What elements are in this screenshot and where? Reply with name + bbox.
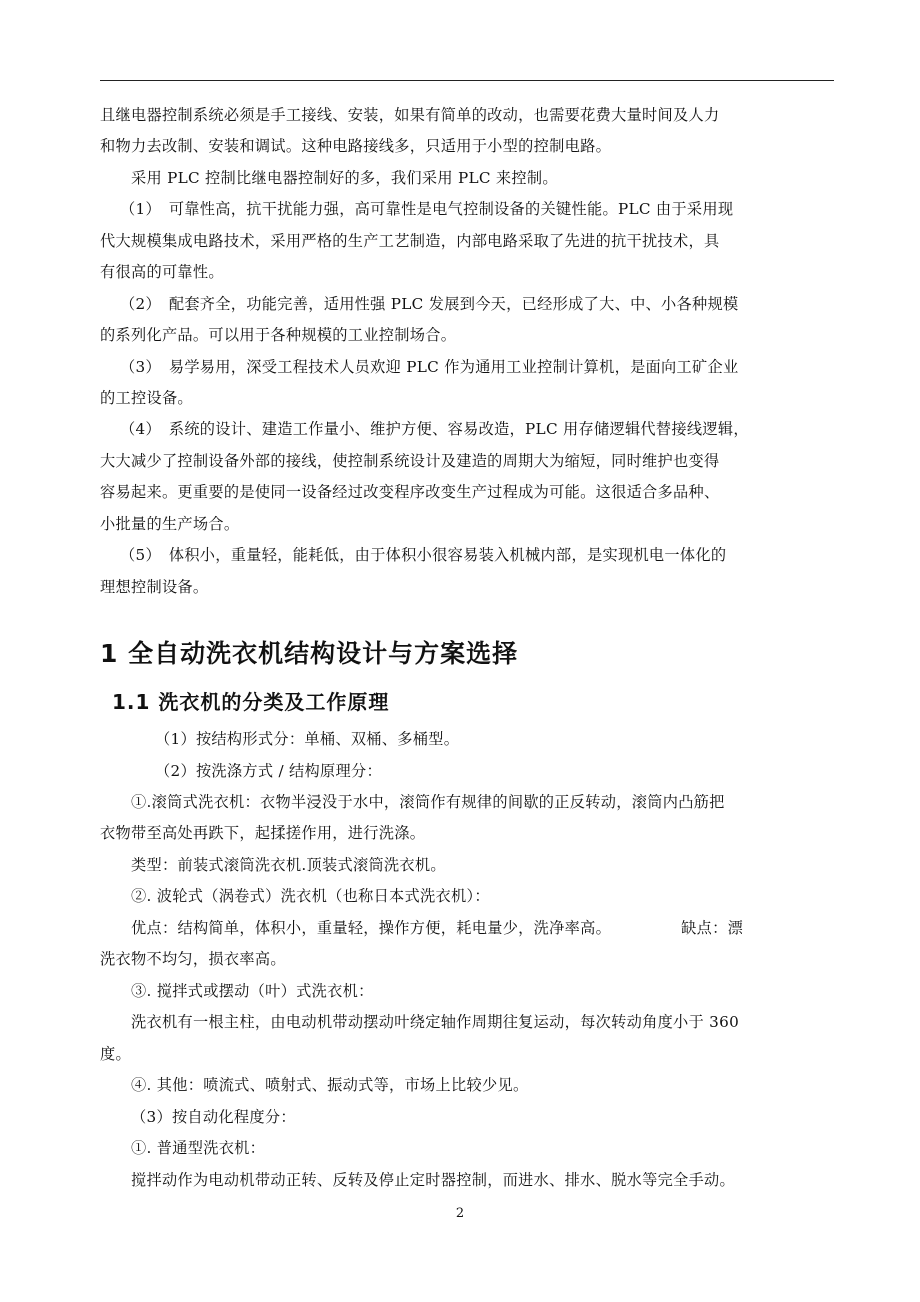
advantage-3-line-2: 的工控设备。 bbox=[100, 389, 193, 407]
pulsator-washer-title: ②. 波轮式（涡卷式）洗衣机（也称日本式洗衣机）： bbox=[131, 887, 490, 905]
chapter-title: 1 全自动洗衣机结构设计与方案选择 bbox=[100, 639, 519, 668]
classification-1: （1）按结构形式分：单桶、双桶、多桶型。 bbox=[155, 730, 460, 748]
advantage-4-line-4: 小批量的生产场合。 bbox=[100, 515, 240, 533]
advantage-1-line-3: 有很高的可靠性。 bbox=[100, 263, 224, 281]
pulsator-cons: 缺点：漂 bbox=[681, 919, 744, 937]
classification-2: （2）按洗涤方式 / 结构原理分： bbox=[155, 762, 382, 780]
advantage-4-line-3: 容易起来。更重要的是使同一设备经过改变程序改变生产过程成为可能。这很适合多品种、 bbox=[100, 483, 720, 501]
advantage-4-line-1: （4） 系统的设计、建造工作量小、维护方便、容易改造，PLC 用存储逻辑代替接线逻辑， bbox=[120, 420, 749, 438]
intro-line-2: 和物力去改制、安装和调试。这种电路接线多，只适用于小型的控制电路。 bbox=[100, 137, 612, 155]
advantage-1-line-2: 代大规模集成电路技术，采用严格的生产工艺制造，内部电路采取了先进的抗干扰技术，具 bbox=[100, 232, 720, 250]
advantage-4-line-2: 大大减少了控制设备外部的接线，使控制系统设计及建造的周期大为缩短，同时维护也变得 bbox=[100, 452, 720, 470]
advantage-3-line-1: （3） 易学易用，深受工程技术人员欢迎 PLC 作为通用工业控制计算机，是面向工矿企业 bbox=[120, 358, 739, 376]
drum-washer-types: 类型：前装式滚筒洗衣机.顶装式滚筒洗衣机。 bbox=[131, 856, 446, 874]
header-rule bbox=[100, 80, 834, 81]
pulsator-washer-line-3: 洗衣物不均匀，损衣率高。 bbox=[100, 950, 286, 968]
ordinary-washer-desc: 搅拌动作为电动机带动正转、反转及停止定时器控制，而进水、排水、脱水等完全手动。 bbox=[131, 1171, 736, 1189]
other-washers: ④. 其他：喷流式、喷射式、振动式等，市场上比较少见。 bbox=[131, 1076, 529, 1094]
advantage-5-line-2: 理想控制设备。 bbox=[100, 578, 209, 596]
section-title: 1.1 洗衣机的分类及工作原理 bbox=[112, 690, 390, 714]
page-number: 2 bbox=[455, 1206, 465, 1221]
pulsator-washer-pros-cons bbox=[131, 913, 871, 945]
agitator-washer-line-3: 度。 bbox=[100, 1045, 131, 1063]
pulsator-pros: 优点：结构简单，体积小，重量轻，操作方便，耗电量少，洗净率高。 bbox=[131, 919, 612, 937]
advantage-2-line-2: 的系列化产品。可以用于各种规模的工业控制场合。 bbox=[100, 326, 457, 344]
intro-line-1: 且继电器控制系统必须是手工接线、安装，如果有简单的改动，也需要花费大量时间及人力 bbox=[100, 106, 720, 124]
ordinary-washer-title: ①. 普通型洗衣机： bbox=[131, 1139, 266, 1157]
advantage-2-line-1: （2） 配套齐全，功能完善，适用性强 PLC 发展到今天，已经形成了大、中、小各种规模 bbox=[120, 295, 739, 313]
intro-line-3: 采用 PLC 控制比继电器控制好的多，我们采用 PLC 来控制。 bbox=[131, 169, 558, 187]
drum-washer-line-2: 衣物带至高处再跌下，起揉搓作用，进行洗涤。 bbox=[100, 824, 426, 842]
advantage-5-line-1: （5） 体积小，重量轻，能耗低，由于体积小很容易装入机械内部，是实现机电一体化的 bbox=[120, 546, 727, 564]
advantage-1-line-1: （1） 可靠性高，抗干扰能力强，高可靠性是电气控制设备的关键性能。PLC 由于采用现 bbox=[120, 200, 734, 218]
agitator-washer-title: ③. 搅拌式或摆动（叶）式洗衣机： bbox=[131, 982, 374, 1000]
drum-washer-line-1: ①.滚筒式洗衣机：衣物半浸没于水中，滚筒作有规律的间歇的正反转动，滚筒内凸筋把 bbox=[131, 793, 725, 811]
classification-3: （3）按自动化程度分： bbox=[131, 1108, 296, 1126]
agitator-washer-line-2: 洗衣机有一根主柱，由电动机带动摆动叶绕定轴作周期往复运动，每次转动角度小于 360 bbox=[131, 1013, 740, 1031]
